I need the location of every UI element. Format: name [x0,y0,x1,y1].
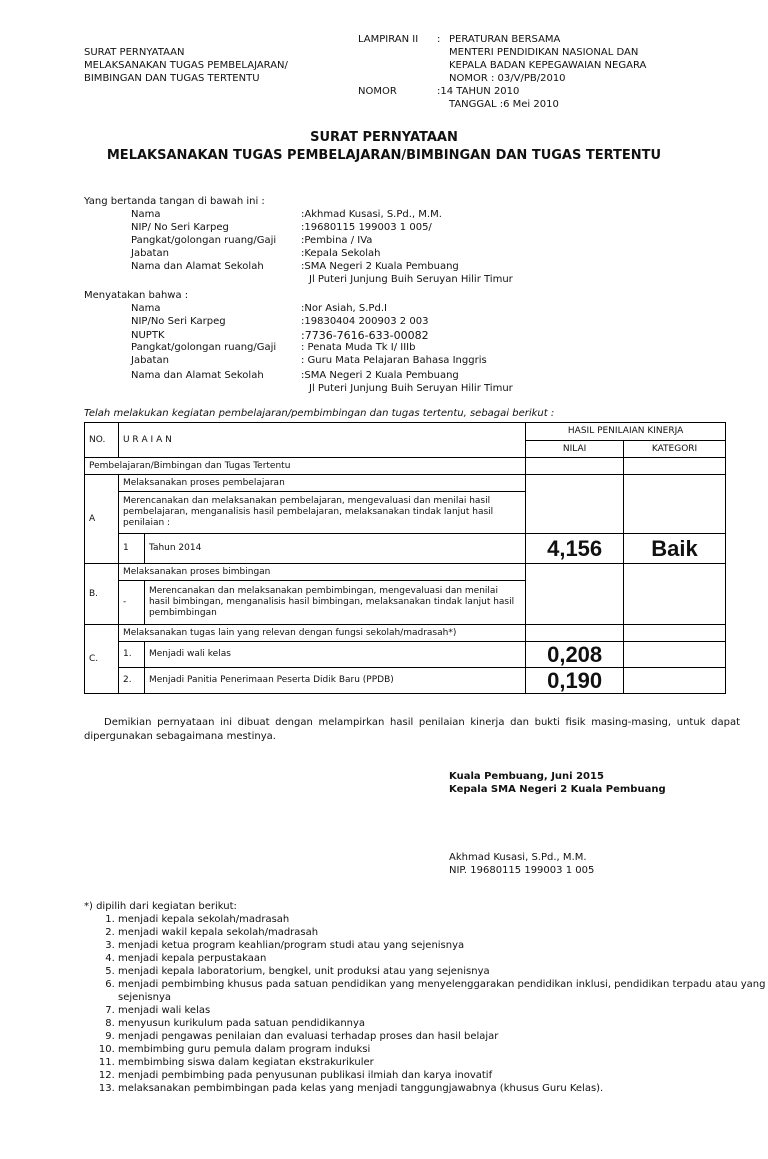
row-a-nilai: 4,156 [526,534,624,564]
performance-table [84,422,726,694]
signer-intro: Yang bertanda tangan di bawah ini : [84,196,265,207]
row-c-item-2-no: 2. [118,668,144,694]
footnote-item: 8. menyusun kurikulum pada satuan pendidikannya [118,1017,768,1030]
empty-cell [624,642,726,668]
footnote-item: 1. menjadi kepala sekolah/madrasah [118,913,768,926]
signer-value: :Akhmad Kusasi, S.Pd., M.M. [301,209,442,220]
footnote-item: 9. menjadi pengawas penilaian dan evaluasi terhadap proses dan hasil belajar [118,1030,768,1043]
section-header: Pembelajaran/Bimbingan dan Tugas Tertentu [85,458,526,475]
subject-value: :7736-7616-633-00082 [301,329,429,342]
lampiran-line-1: PERATURAN BERSAMA [449,34,561,45]
signer-label: Nama dan Alamat Sekolah [131,261,264,272]
empty-cell [526,458,624,475]
subject-label: Nama [131,303,161,314]
row-b-no: B. [85,564,119,625]
signer-value: :Kepala Sekolah [301,248,381,259]
row-c-item-1-nilai: 0,208 [526,642,624,668]
empty-cell [624,458,726,475]
subject-label: Nama dan Alamat Sekolah [131,370,264,381]
footnote-intro: *) dipilih dari kegiatan berikut: [84,901,237,912]
empty-cell [624,625,726,642]
row-c-item-2-nilai: 0,190 [526,668,624,694]
subject-value: :19830404 200903 2 003 [301,316,429,327]
empty-cell [526,475,624,534]
row-a-title: Melaksanakan proses pembelajaran [118,475,525,492]
footnote-item: 2. menjadi wakil kepala sekolah/madrasah [118,926,768,939]
subject-label: Jabatan [131,355,169,366]
document-subtitle: MELAKSANAKAN TUGAS PEMBELAJARAN/BIMBINGAN DAN TUGAS TERTENTU [106,148,662,163]
row-a-item-label: Tahun 2014 [144,534,525,564]
subject-label: NUPTK [131,330,165,341]
footnote-item: 5. menjadi kepala laboratorium, bengkel, unit produksi atau yang sejenisnya [118,965,768,978]
footnote-item: 4. menjadi kepala perpustakaan [118,952,768,965]
row-c-no: C. [85,625,119,694]
signer-label: NIP/ No Seri Karpeg [131,222,229,233]
footnote-list [84,913,768,1095]
closing-paragraph: Demikian pernyataan ini dibuat dengan melampirkan hasil penilaian kinerja dan bukti fisik masing-masing, untuk dapat dipergunakan sebagaimana mestinya. [84,717,740,742]
sign-name: Akhmad Kusasi, S.Pd., M.M. [449,852,587,863]
col-hasil-header: HASIL PENILAIAN KINERJA [526,423,726,441]
row-c-item-1-no: 1. [118,642,144,668]
empty-cell [526,564,624,625]
signer-value: :Pembina / IVa [301,235,373,246]
footnote-item: 6. menjadi pembimbing khusus pada satuan pendidikan yang menyelenggarakan pendidikan inklusi, pendidikan terpadu atau yang sejenisnya [118,978,768,1004]
footnote-item: 10. membimbing guru pemula dalam program induksi [118,1043,768,1056]
empty-cell [526,625,624,642]
sign-nip: NIP. 19680115 199003 1 005 [449,865,595,876]
footnote-item: 13. melaksanakan pembimbingan pada kelas yang menjadi tanggungjawabnya (khusus Guru Kelas). [118,1082,768,1095]
lampiran-line-4: NOMOR : 03/V/PB/2010 [449,73,566,84]
row-a-kategori: Baik [624,534,726,564]
subject-intro: Menyatakan bahwa : [84,290,189,301]
lampiran-line-3: KEPALA BADAN KEPEGAWAIAN NEGARA [449,60,647,71]
empty-cell [624,475,726,534]
nomor-label: NOMOR [358,86,397,97]
col-uraian-header: U R A I A N [118,423,525,458]
header-left-line-3: BIMBINGAN DAN TUGAS TERTENTU [84,73,260,84]
signer-label: Jabatan [131,248,169,259]
lampiran-line-2: MENTERI PENDIDIKAN NASIONAL DAN [449,47,639,58]
footnote-item: 3. menjadi ketua program keahlian/program studi atau yang sejenisnya [118,939,768,952]
subject-address: Jl Puteri Junjung Buih Seruyan Hilir Timur [309,383,513,394]
footnote-item: 11. membimbing siswa dalam kegiatan ekstrakurikuler [118,1056,768,1069]
document-title: SURAT PERNYATAAN [310,130,458,145]
row-a-description: Merencanakan dan melaksanakan pembelajaran, mengevaluasi dan menilai hasil pembelajaran, menganalisis hasil pembelajaran, melaksanakan tindak lanjut hasil penilaian : [118,492,525,534]
col-nilai-header: NILAI [526,441,624,458]
col-no-header: NO. [85,423,119,458]
signer-value: :SMA Negeri 2 Kuala Pembuang [301,261,459,272]
sign-place-date: Kuala Pembuang, Juni 2015 [449,771,604,782]
row-a-item-no: 1 [118,534,144,564]
signer-label: Nama [131,209,161,220]
row-b-description: Merencanakan dan melaksanakan pembimbingan, mengevaluasi dan menilai hasil bimbingan, menganalisis hasil bimbingan, melaksanakan tindak lanjut hasil pembimbingan [144,581,525,625]
tanggal: TANGGAL :6 Mei 2010 [449,99,559,110]
header-left-line-2: MELAKSANAKAN TUGAS PEMBELAJARAN/ [84,60,288,71]
signer-address: Jl Puteri Junjung Buih Seruyan Hilir Timur [309,274,513,285]
col-kategori-header: KATEGORI [624,441,726,458]
signer-value: :19680115 199003 1 005/ [301,222,432,233]
row-b-bullet: - [118,581,144,625]
subject-value: :Nor Asiah, S.Pd.I [301,303,387,314]
subject-label: NIP/No Seri Karpeg [131,316,226,327]
subject-value: : Guru Mata Pelajaran Bahasa Inggris [301,355,487,366]
row-b-title: Melaksanakan proses bimbingan [118,564,525,581]
lampiran-label: LAMPIRAN II [358,34,419,45]
empty-cell [624,564,726,625]
subject-value: : Penata Muda Tk I/ IIIb [301,342,416,353]
row-c-title: Melaksanakan tugas lain yang relevan dengan fungsi sekolah/madrasah*) [118,625,525,642]
footnote-item: 12. menjadi pembimbing pada penyusunan publikasi ilmiah dan karya inovatif [118,1069,768,1082]
subject-label: Pangkat/golongan ruang/Gaji [131,342,277,353]
nomor-value: :14 TAHUN 2010 [437,86,520,97]
empty-cell [624,668,726,694]
signer-label: Pangkat/golongan ruang/Gaji [131,235,277,246]
row-a-no: A [85,475,119,564]
row-c-item-2-label: Menjadi Panitia Penerimaan Peserta Didik Baru (PPDB) [144,668,525,694]
table-intro: Telah melakukan kegiatan pembelajaran/pembimbingan dan tugas tertentu, sebagai berikut : [84,408,555,419]
subject-value: :SMA Negeri 2 Kuala Pembuang [301,370,459,381]
lampiran-colon: : [437,34,441,45]
footnote-item: 7. menjadi wali kelas [118,1004,768,1017]
row-c-item-1-label: Menjadi wali kelas [144,642,525,668]
header-left-line-1: SURAT PERNYATAAN [84,47,185,58]
sign-position: Kepala SMA Negeri 2 Kuala Pembuang [449,784,666,795]
